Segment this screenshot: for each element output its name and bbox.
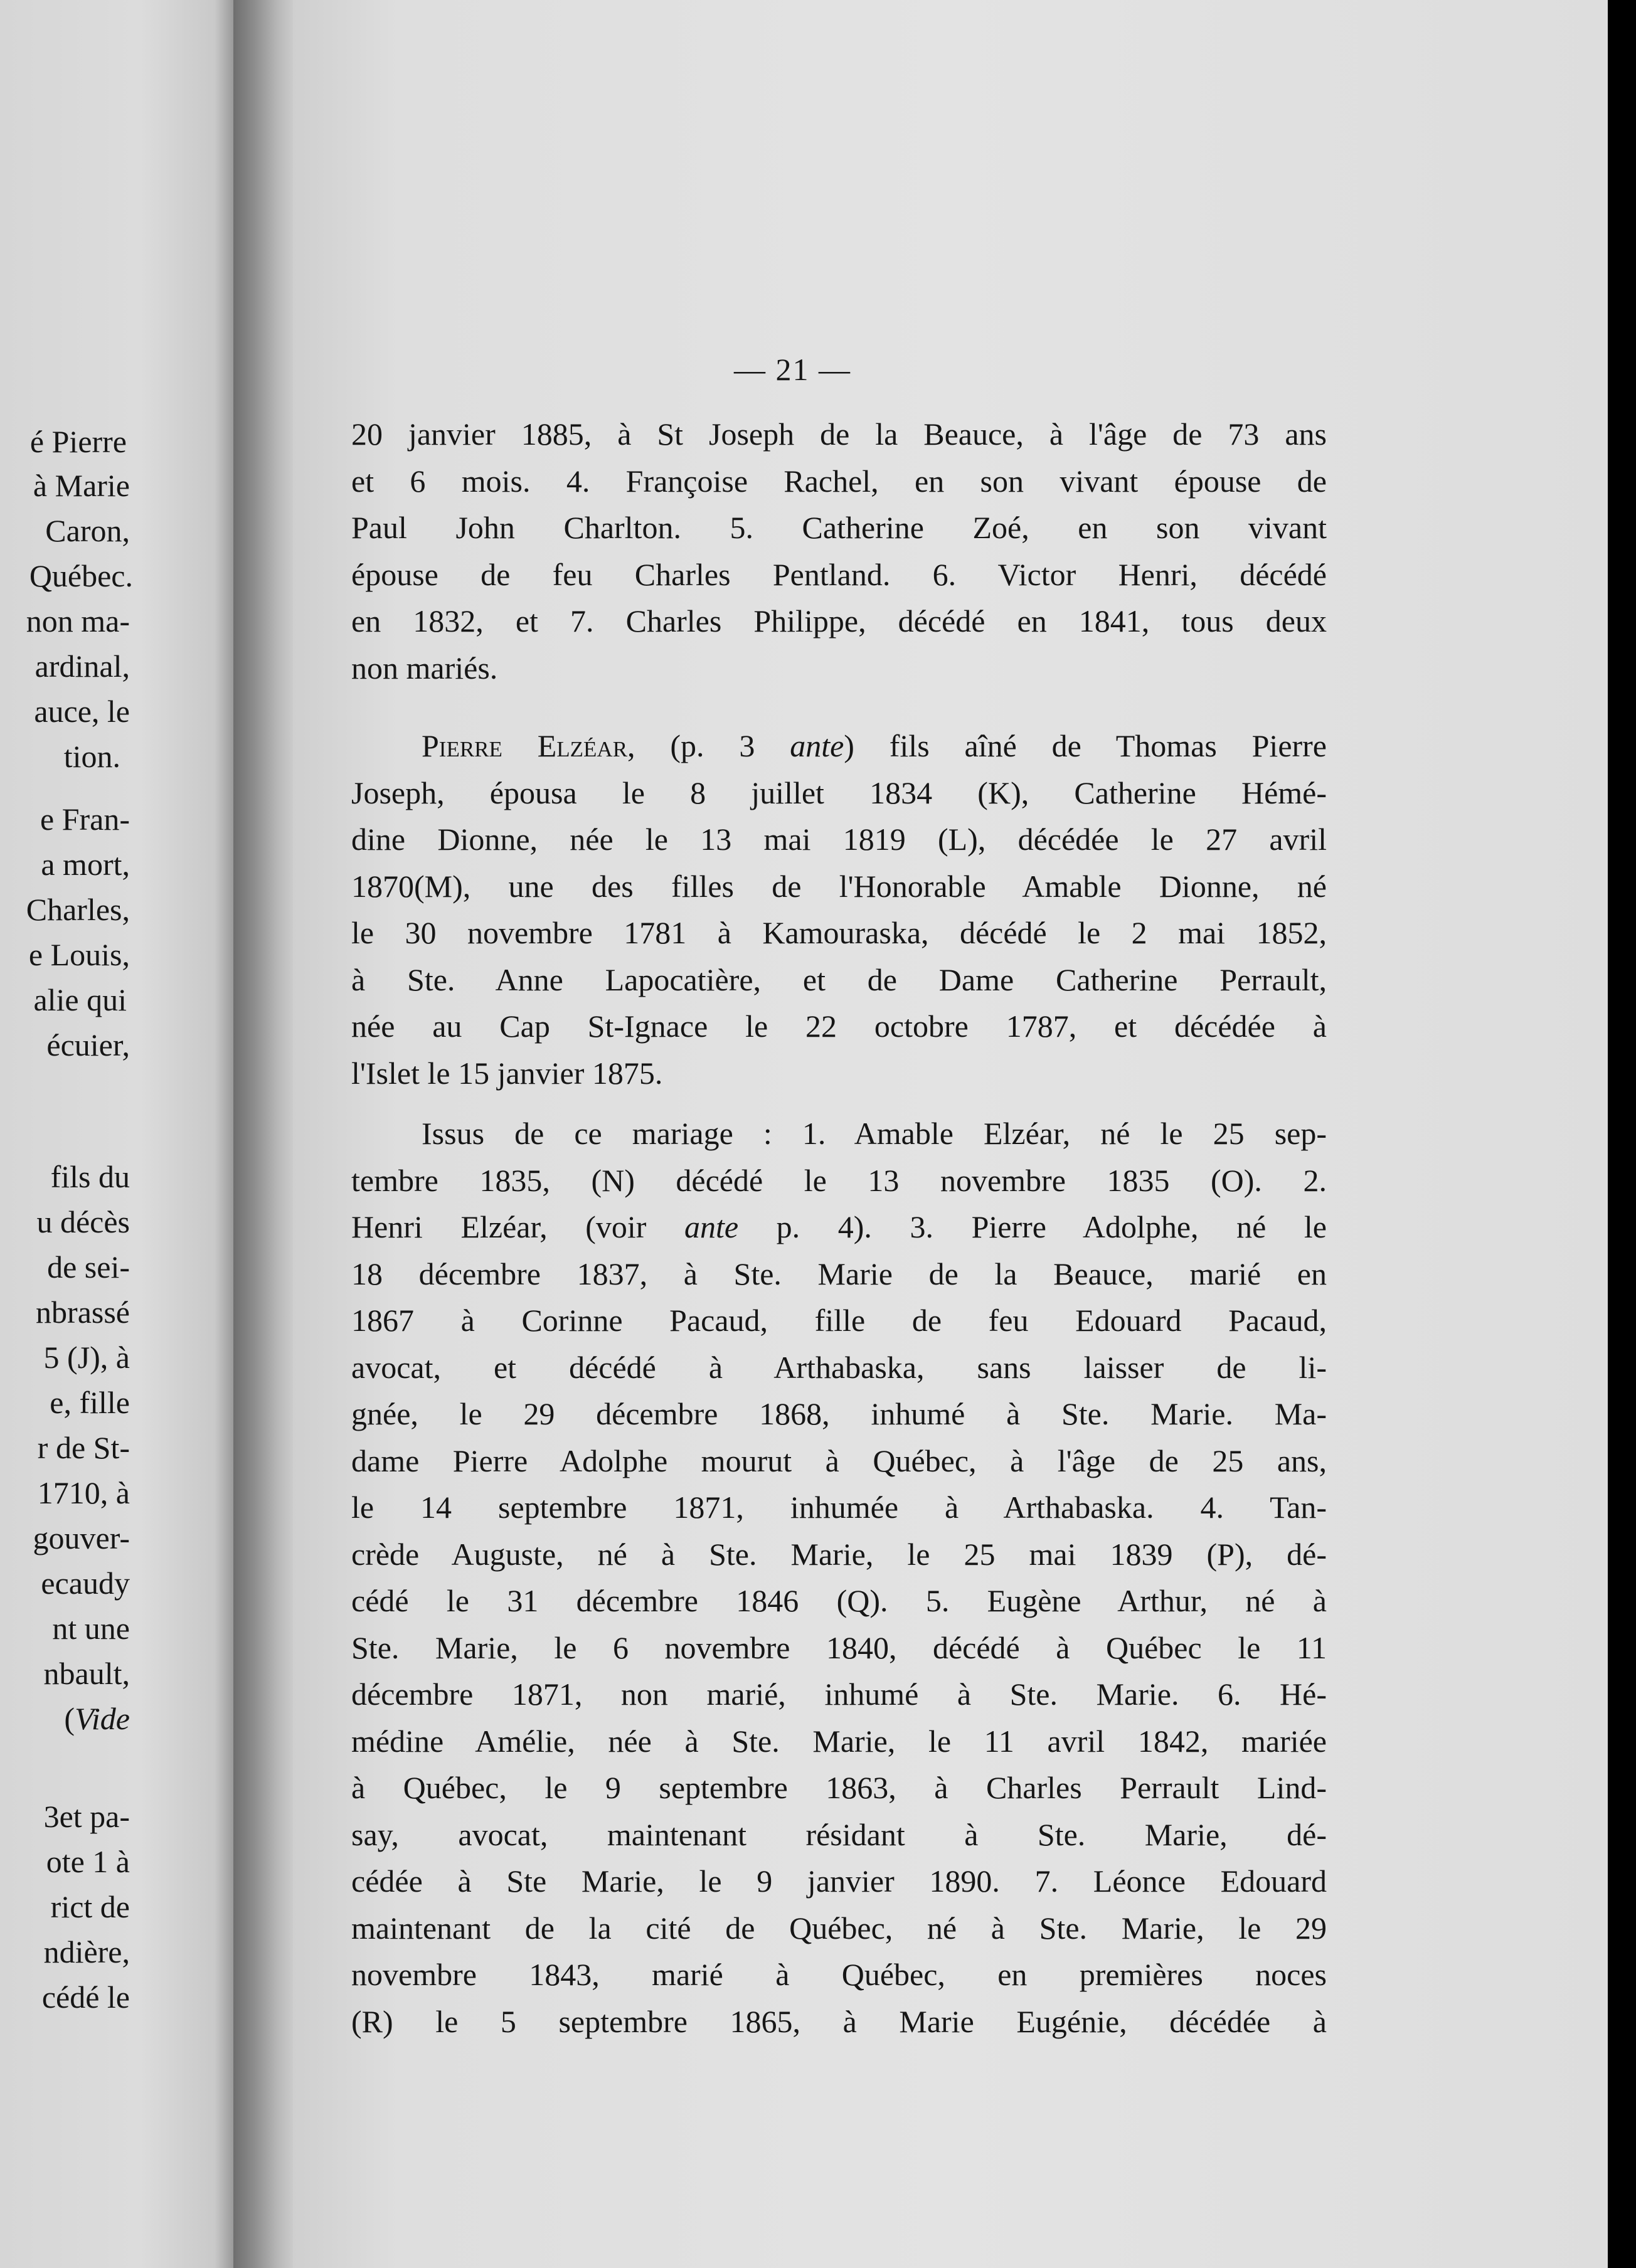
left-page-line: 1710, à <box>37 1475 130 1510</box>
text-line: Joseph, épousa le 8 juillet 1834 (K), Catherine Hémé- <box>351 775 1327 810</box>
left-page-line: nt une <box>52 1611 130 1646</box>
left-page-line: rict de <box>50 1889 130 1924</box>
left-page-line: (Vide <box>64 1701 130 1736</box>
left-page-line: Québec. <box>29 558 133 593</box>
page-edge <box>1608 0 1636 2268</box>
text-line: à Québec, le 9 septembre 1863, à Charles Perrault Lind- <box>351 1770 1327 1805</box>
paragraph-3 <box>351 1110 1327 2045</box>
text-line: le 30 novembre 1781 à Kamouraska, décédé le 2 mai 1852, <box>351 915 1327 950</box>
left-page-fragment <box>0 0 233 2268</box>
paragraph-2 <box>351 723 1327 1096</box>
text-line: née au Cap St-Ignace le 22 octobre 1787, et décédée à <box>351 1009 1327 1044</box>
left-page-line: é Pierre <box>29 424 127 459</box>
left-page-line: ecaudy <box>41 1566 130 1601</box>
left-page-line: 3et pa- <box>43 1799 130 1834</box>
italic-word: ante <box>790 728 844 763</box>
left-page-line: gouver- <box>33 1520 130 1555</box>
text-run: Henri Elzéar, (voir <box>351 1209 684 1244</box>
text-line: le 14 septembre 1871, inhumée à Arthabaska. 4. Tan- <box>351 1490 1327 1525</box>
text-line <box>351 1204 1327 1251</box>
left-page-line: Charles, <box>26 892 130 927</box>
italic-word: ante <box>684 1209 739 1244</box>
text-line: non mariés. <box>351 650 498 686</box>
left-page-line: fils du <box>50 1159 130 1194</box>
text-line: say, avocat, maintenant résidant à Ste. Marie, dé- <box>351 1816 1327 1852</box>
left-page-line: à Marie <box>33 468 130 503</box>
text-line: et 6 mois. 4. Françoise Rachel, en son vivant épouse de <box>351 463 1327 499</box>
left-page-line: e Louis, <box>28 937 130 972</box>
text-line: avocat, et décédé à Arthabaska, sans laisser de li- <box>351 1349 1327 1385</box>
text-line: Issus de ce mariage : 1. Amable Elzéar, né le 25 sep- <box>422 1116 1327 1151</box>
person-name: Pierre Elzéar, <box>422 728 635 763</box>
text-run: ) fils aîné de Thomas Pierre <box>844 728 1327 763</box>
left-page-line: alie qui <box>33 982 127 1017</box>
text-line: 18 décembre 1837, à Ste. Marie de la Beauce, marié en <box>351 1256 1327 1291</box>
text-line: novembre 1843, marié à Québec, en premières noces <box>351 1957 1327 1992</box>
text-line: dame Pierre Adolphe mourut à Québec, à l'âge de 25 ans, <box>351 1443 1327 1478</box>
text-line: dine Dionne, née le 13 mai 1819 (L), décédée le 27 avril <box>351 822 1327 857</box>
text-run: p. 4). 3. Pierre Adolphe, né le <box>738 1209 1327 1244</box>
left-page-line: 5 (J), à <box>43 1340 130 1375</box>
text-line: décembre 1871, non marié, inhumé à Ste. Marie. 6. Hé- <box>351 1677 1327 1712</box>
text-line: 1870(M), une des filles de l'Honorable Amable Dionne, né <box>351 868 1327 904</box>
left-page-line: r de St- <box>37 1430 130 1465</box>
left-page-line: nbrassé <box>36 1295 130 1330</box>
text-line: en 1832, et 7. Charles Philippe, décédé en 1841, tous deux <box>351 603 1327 639</box>
text-line: maintenant de la cité de Québec, né à Ste. Marie, le 29 <box>351 1910 1327 1946</box>
text-line: gnée, le 29 décembre 1868, inhumé à Ste. Marie. Ma- <box>351 1396 1327 1431</box>
left-page-line: e, fille <box>50 1385 130 1420</box>
left-page-line: ote 1 à <box>46 1844 130 1879</box>
text-line: cédée à Ste Marie, le 9 janvier 1890. 7. Léonce Edouard <box>351 1863 1327 1899</box>
text-line: tembre 1835, (N) décédé le 13 novembre 1835 (O). 2. <box>351 1162 1327 1198</box>
text-run: (p. 3 <box>635 728 790 763</box>
left-page-line: écuier, <box>46 1027 130 1062</box>
text-line: (R) le 5 septembre 1865, à Marie Eugénie, décédée à <box>351 2003 1327 2039</box>
left-page-line: u décès <box>36 1204 130 1239</box>
page-body <box>351 411 1327 2045</box>
left-page-line: de sei- <box>47 1249 130 1285</box>
left-page-line: nbault, <box>43 1656 130 1691</box>
left-page-line: a mort, <box>41 847 130 882</box>
text-line: Ste. Marie, le 6 novembre 1840, décédé à Québec le 11 <box>351 1629 1327 1665</box>
text-line: Paul John Charlton. 5. Catherine Zoé, en son vivant <box>351 510 1327 545</box>
text-line: à Ste. Anne Lapocatière, et de Dame Catherine Perrault, <box>351 962 1327 997</box>
left-page-line: ndière, <box>43 1934 130 1969</box>
left-page-line: e Fran- <box>40 802 130 837</box>
paragraph-1 <box>351 411 1327 691</box>
book-gutter <box>233 0 293 2268</box>
text-line: médine Amélie, née à Ste. Marie, le 11 avril 1842, mariée <box>351 1723 1327 1759</box>
text-line: crède Auguste, né à Ste. Marie, le 25 mai 1839 (P), dé- <box>351 1536 1327 1572</box>
text-line <box>351 723 1327 770</box>
left-page-line: ardinal, <box>35 649 130 684</box>
left-page-line: auce, le <box>34 694 130 729</box>
left-page-line: Caron, <box>45 513 130 548</box>
text-line: 20 janvier 1885, à St Joseph de la Beauce, à l'âge de 73 ans <box>351 416 1327 452</box>
left-page-line: tion. <box>63 739 120 774</box>
page-number: — 21 — <box>734 352 851 387</box>
text-line: épouse de feu Charles Pentland. 6. Victor Henri, décédé <box>351 556 1327 592</box>
left-page-line: non ma- <box>26 603 130 639</box>
left-page-line: cédé le <box>41 1979 130 2015</box>
text-line: l'Islet le 15 janvier 1875. <box>351 1055 663 1091</box>
text-line: 1867 à Corinne Pacaud, fille de feu Edouard Pacaud, <box>351 1303 1327 1338</box>
text-line: cédé le 31 décembre 1846 (Q). 5. Eugène Arthur, né à <box>351 1583 1327 1618</box>
